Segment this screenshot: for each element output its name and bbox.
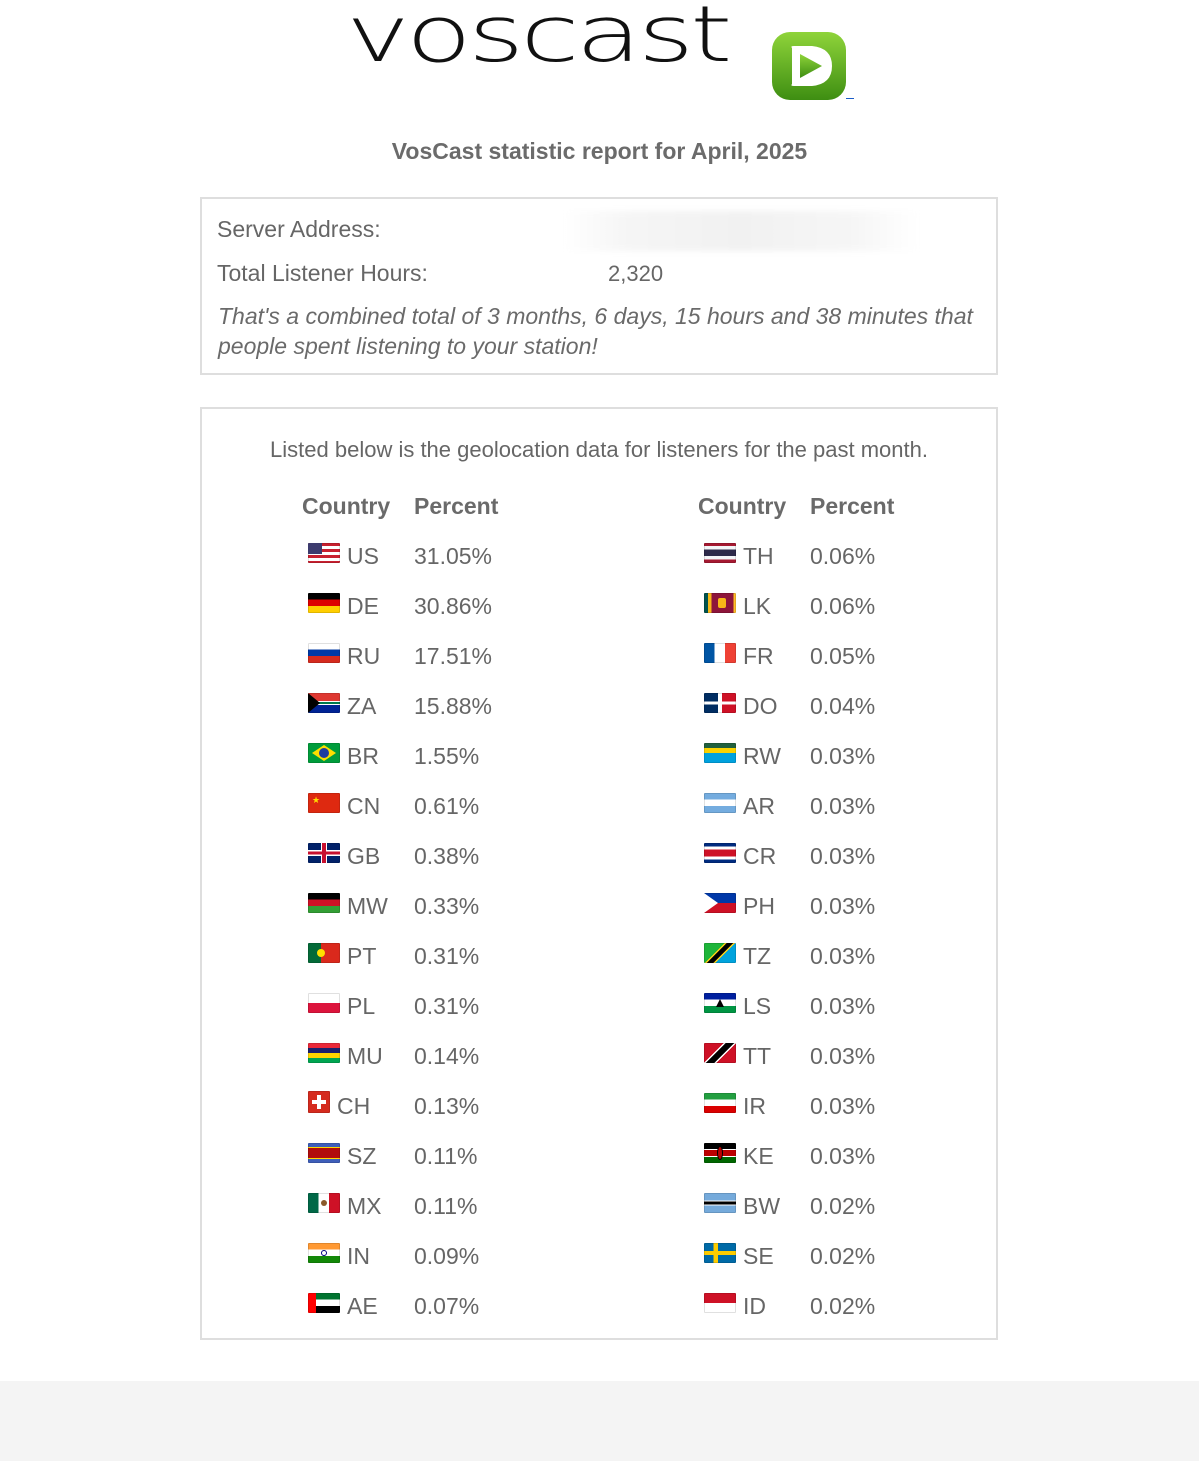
country-code: CN bbox=[347, 793, 381, 819]
server-summary-box bbox=[200, 197, 998, 375]
gb-flag-icon bbox=[308, 843, 340, 863]
country-percent: 0.11% bbox=[414, 1193, 478, 1219]
country-row-ar bbox=[704, 779, 1004, 829]
country-code: IN bbox=[347, 1243, 370, 1269]
ke-flag-icon bbox=[704, 1143, 736, 1163]
country-code: BR bbox=[347, 743, 379, 769]
country-percent: 30.86% bbox=[414, 593, 493, 619]
ru-flag-icon bbox=[308, 643, 340, 663]
country-percent: 0.06% bbox=[810, 593, 876, 619]
ph-flag-icon bbox=[704, 893, 736, 913]
country-row-fr bbox=[704, 629, 1004, 679]
country-percent: 0.03% bbox=[810, 1093, 876, 1119]
country-row-bw bbox=[704, 1179, 1004, 1229]
country-percent: 0.31% bbox=[414, 943, 480, 969]
country-code: GB bbox=[347, 843, 381, 869]
country-row-cn bbox=[308, 779, 608, 829]
br-flag-icon bbox=[308, 743, 340, 763]
country-row-in bbox=[308, 1229, 608, 1279]
bw-flag-icon bbox=[704, 1193, 736, 1213]
cr-flag-icon bbox=[704, 843, 736, 863]
se-flag-icon bbox=[704, 1243, 736, 1263]
country-code: TH bbox=[743, 543, 774, 569]
country-percent: 0.09% bbox=[414, 1243, 480, 1269]
geolocation-box bbox=[200, 407, 998, 1340]
country-code: KE bbox=[743, 1143, 774, 1169]
country-row-lk bbox=[704, 579, 1004, 629]
country-code: SE bbox=[743, 1243, 774, 1269]
country-percent: 0.03% bbox=[810, 743, 876, 769]
country-code: IR bbox=[743, 1093, 766, 1119]
country-list-left bbox=[308, 529, 608, 1329]
country-row-mu bbox=[308, 1029, 608, 1079]
ch-flag-icon bbox=[308, 1091, 330, 1113]
logo-link-underline bbox=[846, 98, 854, 99]
country-percent: 15.88% bbox=[414, 693, 493, 719]
country-code: PH bbox=[743, 893, 775, 919]
country-list-right bbox=[704, 529, 1004, 1329]
country-percent: 0.03% bbox=[810, 943, 876, 969]
country-percent: 0.05% bbox=[810, 643, 876, 669]
listener-hours-value: 2,320 bbox=[608, 261, 664, 286]
report-title: VosCast statistic report for April, 2025 bbox=[391, 138, 808, 164]
footer-band bbox=[0, 1381, 1199, 1461]
lk-flag-icon bbox=[704, 593, 736, 613]
geolocation-intro: Listed below is the geolocation data for listeners for the past month. bbox=[270, 437, 928, 462]
country-row-za bbox=[308, 679, 608, 729]
country-code: TT bbox=[743, 1043, 772, 1069]
us-flag-icon bbox=[308, 543, 340, 563]
country-code: TZ bbox=[743, 943, 772, 969]
country-percent: 0.02% bbox=[810, 1293, 876, 1319]
country-code: US bbox=[347, 543, 379, 569]
tt-flag-icon bbox=[704, 1043, 736, 1063]
country-code: ZA bbox=[347, 693, 377, 719]
server-address-label: Server Address: bbox=[217, 216, 381, 242]
country-row-ke bbox=[704, 1129, 1004, 1179]
country-header-right: Country bbox=[698, 493, 787, 519]
mw-flag-icon bbox=[308, 893, 340, 913]
country-percent: 0.03% bbox=[810, 1043, 876, 1069]
country-header-left: Country bbox=[302, 493, 391, 519]
country-row-mw bbox=[308, 879, 608, 929]
voscast-logo[interactable] bbox=[340, 0, 860, 114]
id-flag-icon bbox=[704, 1293, 736, 1313]
country-row-ir bbox=[704, 1079, 1004, 1129]
do-flag-icon bbox=[704, 693, 736, 713]
fr-flag-icon bbox=[704, 643, 736, 663]
country-row-mx bbox=[308, 1179, 608, 1229]
country-percent: 0.04% bbox=[810, 693, 876, 719]
country-code: CR bbox=[743, 843, 777, 869]
country-code: RW bbox=[743, 743, 781, 769]
country-code: DE bbox=[347, 593, 379, 619]
country-code: MW bbox=[347, 893, 388, 919]
country-percent: 0.33% bbox=[414, 893, 480, 919]
country-code: FR bbox=[743, 643, 774, 669]
country-code: AE bbox=[347, 1293, 378, 1319]
country-row-id bbox=[704, 1279, 1004, 1329]
country-row-de bbox=[308, 579, 608, 629]
country-percent: 0.07% bbox=[414, 1293, 480, 1319]
country-code: MU bbox=[347, 1043, 383, 1069]
country-row-cr bbox=[704, 829, 1004, 879]
country-percent: 0.03% bbox=[810, 793, 876, 819]
country-percent: 0.03% bbox=[810, 843, 876, 869]
country-percent: 1.55% bbox=[414, 743, 480, 769]
country-code: ID bbox=[743, 1293, 766, 1319]
rw-flag-icon bbox=[704, 743, 736, 763]
country-percent: 0.03% bbox=[810, 893, 876, 919]
country-code: MX bbox=[347, 1193, 382, 1219]
in-flag-icon bbox=[308, 1243, 340, 1263]
ae-flag-icon bbox=[308, 1293, 340, 1313]
mu-flag-icon bbox=[308, 1043, 340, 1063]
country-code: PL bbox=[347, 993, 376, 1019]
country-code: LS bbox=[743, 993, 772, 1019]
country-row-do bbox=[704, 679, 1004, 729]
country-percent: 0.38% bbox=[414, 843, 480, 869]
country-percent: 0.02% bbox=[810, 1193, 876, 1219]
country-code: CH bbox=[337, 1093, 371, 1119]
ir-flag-icon bbox=[704, 1093, 736, 1113]
country-row-gb bbox=[308, 829, 608, 879]
cn-flag-icon: ★ bbox=[308, 793, 340, 813]
country-code: PT bbox=[347, 943, 377, 969]
country-code: LK bbox=[743, 593, 772, 619]
tz-flag-icon bbox=[704, 943, 736, 963]
country-code: DO bbox=[743, 693, 778, 719]
country-row-ru bbox=[308, 629, 608, 679]
country-row-th bbox=[704, 529, 1004, 579]
sz-flag-icon bbox=[308, 1143, 340, 1163]
country-percent: 31.05% bbox=[414, 543, 493, 569]
logo-wordmark: voscast bbox=[346, 0, 729, 80]
country-code: BW bbox=[743, 1193, 781, 1219]
country-row-us bbox=[308, 529, 608, 579]
country-code: RU bbox=[347, 643, 381, 669]
country-percent: 17.51% bbox=[414, 643, 493, 669]
country-row-tt bbox=[704, 1029, 1004, 1079]
country-percent: 0.06% bbox=[810, 543, 876, 569]
ar-flag-icon bbox=[704, 793, 736, 813]
country-percent: 0.02% bbox=[810, 1243, 876, 1269]
country-row-se bbox=[704, 1229, 1004, 1279]
country-percent: 0.14% bbox=[414, 1043, 480, 1069]
country-code: SZ bbox=[347, 1143, 377, 1169]
country-row-br bbox=[308, 729, 608, 779]
country-row-tz bbox=[704, 929, 1004, 979]
pt-flag-icon bbox=[308, 943, 340, 963]
redacted-server-address bbox=[564, 211, 919, 251]
country-code: AR bbox=[743, 793, 775, 819]
country-percent: 0.11% bbox=[414, 1143, 478, 1169]
country-row-ae bbox=[308, 1279, 608, 1329]
country-row-ph bbox=[704, 879, 1004, 929]
listener-hours-label: Total Listener Hours: bbox=[217, 260, 428, 286]
country-percent: 0.03% bbox=[810, 993, 876, 1019]
play-logo-icon bbox=[770, 30, 848, 102]
country-percent: 0.03% bbox=[810, 1143, 876, 1169]
country-percent: 0.31% bbox=[414, 993, 480, 1019]
country-percent: 0.61% bbox=[414, 793, 480, 819]
de-flag-icon bbox=[308, 593, 340, 613]
country-percent: 0.13% bbox=[414, 1093, 480, 1119]
listening-summary: That's a combined total of 3 months, 6 days, 15 hours and 38 minutes that people spent listening to your station! bbox=[218, 303, 973, 359]
th-flag-icon bbox=[704, 543, 736, 563]
country-row-ch bbox=[308, 1079, 608, 1129]
country-row-ls bbox=[704, 979, 1004, 1029]
country-row-pt bbox=[308, 929, 608, 979]
country-row-sz bbox=[308, 1129, 608, 1179]
percent-header-left: Percent bbox=[414, 493, 499, 519]
percent-header-right: Percent bbox=[810, 493, 895, 519]
ls-flag-icon bbox=[704, 993, 736, 1013]
country-row-pl bbox=[308, 979, 608, 1029]
country-row-rw bbox=[704, 729, 1004, 779]
za-flag-icon bbox=[308, 693, 340, 713]
mx-flag-icon bbox=[308, 1193, 340, 1213]
pl-flag-icon bbox=[308, 993, 340, 1013]
